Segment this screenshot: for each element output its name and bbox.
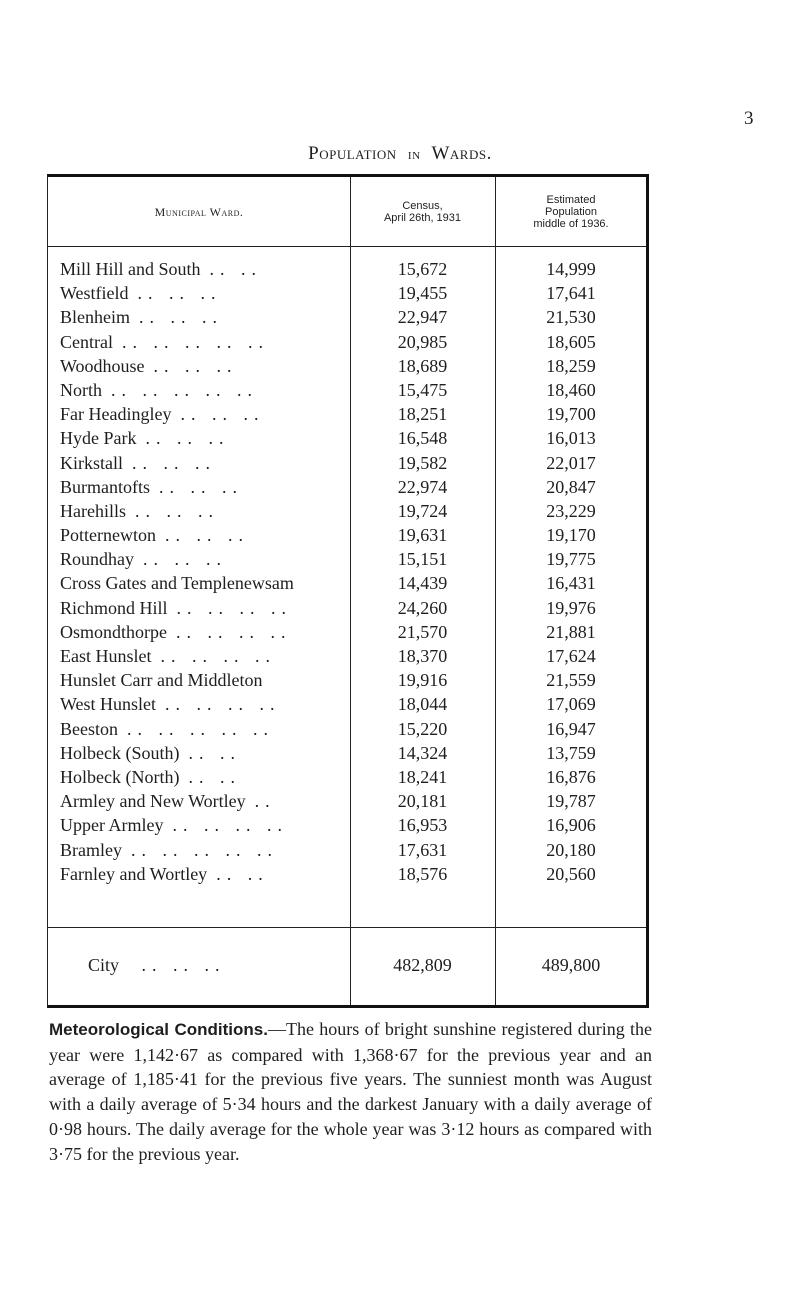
title-word-1: Population <box>308 143 397 164</box>
ward-name <box>60 380 258 401</box>
ward-label: Burmantofts <box>60 476 150 497</box>
ward-label: Woodhouse <box>60 355 145 376</box>
leader-dots: .. .. <box>188 742 241 763</box>
census-value: 15,475 <box>397 379 448 400</box>
table-row <box>48 813 646 837</box>
header-census-line1: Census, <box>402 199 443 212</box>
estimated-value: 17,641 <box>546 283 596 304</box>
ward-name <box>60 477 243 498</box>
census-value: 19,582 <box>397 452 448 473</box>
ward-name <box>60 428 229 449</box>
table-row <box>48 862 646 886</box>
census-value: 21,570 <box>397 621 448 642</box>
ward-label: Central <box>60 331 113 352</box>
census-value: 14,439 <box>397 573 448 594</box>
ward-name <box>60 549 227 570</box>
estimated-value: 16,947 <box>546 718 596 739</box>
total-census: 482,809 <box>393 955 452 975</box>
census-value: 18,576 <box>397 863 448 884</box>
census-value: 19,916 <box>397 670 448 691</box>
leader-dots: .. .. .. .. <box>176 597 292 618</box>
leader-dots: .. <box>254 791 276 812</box>
census-value: 18,370 <box>397 646 448 666</box>
estimated-value: 20,560 <box>546 863 596 884</box>
ward-name <box>60 694 281 715</box>
leader-dots: .. .. .. <box>139 307 223 328</box>
header-census <box>350 177 495 246</box>
leader-dots: .. .. .. <box>141 955 226 975</box>
estimated-value: 20,180 <box>546 839 596 860</box>
ward-label: Mill Hill and South <box>60 259 201 279</box>
ward-label: Westfield <box>60 283 129 304</box>
census-value: 18,241 <box>397 766 448 787</box>
page-number: 3 <box>744 108 754 129</box>
ward-label: Far Headingley <box>60 404 172 425</box>
estimated-value: 19,976 <box>546 597 596 618</box>
estimated-value: 16,013 <box>546 428 596 449</box>
ward-label: Osmondthorpe <box>60 621 167 642</box>
estimated-value: 21,881 <box>546 621 596 642</box>
meteorological-paragraph <box>49 1017 652 1166</box>
estimated-value: 23,229 <box>546 500 596 521</box>
ward-name <box>60 864 269 885</box>
leader-dots: .. .. .. .. <box>172 815 288 836</box>
leader-dots: .. .. .. <box>153 355 238 376</box>
census-value: 19,724 <box>397 500 448 521</box>
table-row <box>48 499 646 523</box>
ward-name <box>60 453 216 474</box>
ward-label: Roundhay <box>60 549 134 570</box>
ward-name <box>60 356 238 377</box>
ward-name <box>60 670 262 691</box>
table-row <box>48 692 646 716</box>
table-row <box>48 281 646 305</box>
census-value: 15,151 <box>397 549 448 570</box>
leader-dots: .. .. .. .. .. <box>130 839 278 860</box>
leader-dots: .. .. <box>209 259 263 279</box>
table-row <box>48 378 646 402</box>
census-value: 18,251 <box>397 404 448 425</box>
total-ward-label: City <box>88 955 120 975</box>
census-value: 22,947 <box>397 307 448 328</box>
ward-label: North <box>60 379 102 400</box>
paragraph-text: —The hours of bright sunshine registered during the year were 1,142·67 as compared with 1,368·67 for the previous year and an average of 1,185·41 for the previous five years. The sunniest month was August with a daily average of 5·34 hours and the darkest January with a daily average of 0·98 hours. The daily average for the whole year was 3·12 hours as compared with 3·75 for the previous year. <box>49 1019 653 1164</box>
leader-dots: .. .. .. <box>159 476 243 497</box>
total-estimated: 489,800 <box>541 955 601 975</box>
table-row <box>48 257 646 281</box>
ward-label: Beeston <box>60 718 118 739</box>
census-value: 14,324 <box>397 742 448 763</box>
census-value: 22,974 <box>397 476 448 497</box>
estimated-value: 21,530 <box>546 307 596 328</box>
ward-label: Upper Armley <box>60 815 164 836</box>
ward-name <box>60 840 278 861</box>
table-body <box>48 257 646 886</box>
estimated-value: 20,847 <box>546 476 596 497</box>
ward-label: East Hunslet <box>60 646 152 666</box>
ward-name <box>60 283 222 304</box>
header-estimated <box>495 177 647 246</box>
ward-label: Armley and New Wortley <box>60 791 246 812</box>
estimated-value: 19,787 <box>546 791 596 812</box>
ward-label: Potternewton <box>60 525 156 546</box>
paragraph-lead: Meteorological Conditions. <box>49 1020 268 1039</box>
table-row <box>48 741 646 765</box>
estimated-value: 22,017 <box>546 452 596 473</box>
census-value: 24,260 <box>397 597 448 618</box>
header-estimated-line3: middle of 1936. <box>533 217 609 230</box>
ward-label: Holbeck (North) <box>60 766 180 787</box>
estimated-value: 16,906 <box>546 815 596 836</box>
leader-dots: .. .. <box>216 863 269 884</box>
ward-name <box>60 719 274 740</box>
table-row <box>48 571 646 595</box>
ward-label: Holbeck (South) <box>60 742 180 763</box>
table-row <box>48 717 646 741</box>
ward-name <box>60 404 264 425</box>
leader-dots: .. .. .. <box>145 428 230 449</box>
ward-name <box>60 815 288 836</box>
table-row <box>48 620 646 644</box>
title-word-2: in <box>407 147 421 163</box>
header-census-line2: April 26th, 1931 <box>383 211 462 224</box>
ward-label: Kirkstall <box>60 452 123 473</box>
estimated-value: 13,759 <box>546 742 596 763</box>
table-row <box>48 451 646 475</box>
table-row <box>48 330 646 354</box>
ward-label: Hyde Park <box>60 428 137 449</box>
ward-label: Farnley and Wortley <box>60 863 208 884</box>
ward-name <box>60 767 241 788</box>
ward-name <box>60 525 249 546</box>
table-row <box>48 354 646 378</box>
census-value: 20,181 <box>397 791 448 812</box>
ward-name <box>60 743 241 764</box>
ward-name <box>60 598 292 619</box>
ward-label: Bramley <box>60 839 122 860</box>
total-ward <box>88 955 226 976</box>
census-value: 15,672 <box>397 259 448 279</box>
table-row <box>48 838 646 862</box>
ward-name <box>60 332 269 353</box>
ward-name <box>60 573 294 594</box>
ward-name <box>60 791 276 812</box>
leader-dots: .. .. .. .. .. <box>111 379 258 400</box>
leader-dots: .. .. .. <box>180 404 265 425</box>
census-value: 19,455 <box>397 283 448 304</box>
ward-name <box>60 622 292 643</box>
estimated-value: 17,069 <box>546 694 596 715</box>
ward-name <box>60 307 223 328</box>
estimated-value: 18,605 <box>546 331 596 352</box>
estimated-value: 17,624 <box>546 646 596 666</box>
leader-dots: .. .. .. <box>143 549 227 570</box>
estimated-value: 19,700 <box>546 404 596 425</box>
title-word-3: Wards. <box>431 143 492 164</box>
ward-label: Harehills <box>60 500 126 521</box>
table-row <box>48 426 646 450</box>
population-table <box>47 174 649 1008</box>
census-value: 15,220 <box>397 718 448 739</box>
table-row <box>48 402 646 426</box>
header-estimated-line2: Population <box>545 205 597 218</box>
table-row <box>48 644 646 668</box>
ward-name <box>60 646 276 667</box>
leader-dots: .. .. .. <box>134 500 219 521</box>
census-value: 20,985 <box>397 331 448 352</box>
ward-name <box>60 501 219 522</box>
header-ward: Municipal Ward. <box>154 204 244 219</box>
leader-dots: .. .. .. .. .. <box>127 718 274 739</box>
ward-label: West Hunslet <box>60 694 157 715</box>
estimated-value: 21,559 <box>546 670 596 691</box>
ward-label: Richmond Hill <box>60 597 168 618</box>
table-header <box>48 177 646 247</box>
estimated-value: 19,170 <box>546 525 596 546</box>
leader-dots: .. .. .. .. <box>160 646 276 666</box>
estimated-value: 18,259 <box>546 355 596 376</box>
table-row <box>48 789 646 813</box>
ward-label: Hunslet Carr and Middleton <box>60 670 263 691</box>
estimated-value: 14,999 <box>546 259 596 279</box>
header-estimated-line1: Estimated <box>546 193 596 206</box>
estimated-value: 19,775 <box>546 549 596 570</box>
leader-dots: .. .. .. <box>132 452 216 473</box>
total-row <box>48 928 646 1005</box>
leader-dots: .. .. .. .. .. <box>121 331 269 352</box>
leader-dots: .. .. .. <box>165 525 249 546</box>
estimated-value: 16,431 <box>546 573 596 594</box>
ward-label: Blenheim <box>60 307 130 328</box>
census-value: 19,631 <box>397 525 448 546</box>
ward-label: Cross Gates and Templenewsam <box>60 573 294 594</box>
leader-dots: .. .. .. <box>137 283 222 304</box>
table-row <box>48 668 646 692</box>
table-row <box>48 523 646 547</box>
page-title <box>0 143 800 165</box>
census-value: 18,689 <box>397 355 448 376</box>
census-value: 16,548 <box>397 428 448 449</box>
leader-dots: .. .. <box>188 766 241 787</box>
ward-name <box>60 259 262 280</box>
estimated-value: 18,460 <box>546 379 596 400</box>
table-row <box>48 305 646 329</box>
table-row <box>48 547 646 571</box>
table-row <box>48 596 646 620</box>
table-row <box>48 765 646 789</box>
census-value: 16,953 <box>397 815 448 836</box>
estimated-value: 16,876 <box>546 766 596 787</box>
leader-dots: .. .. .. .. <box>176 621 292 642</box>
leader-dots: .. .. .. .. <box>165 694 281 715</box>
census-value: 17,631 <box>397 839 448 860</box>
census-value: 18,044 <box>397 694 448 715</box>
table-row <box>48 475 646 499</box>
